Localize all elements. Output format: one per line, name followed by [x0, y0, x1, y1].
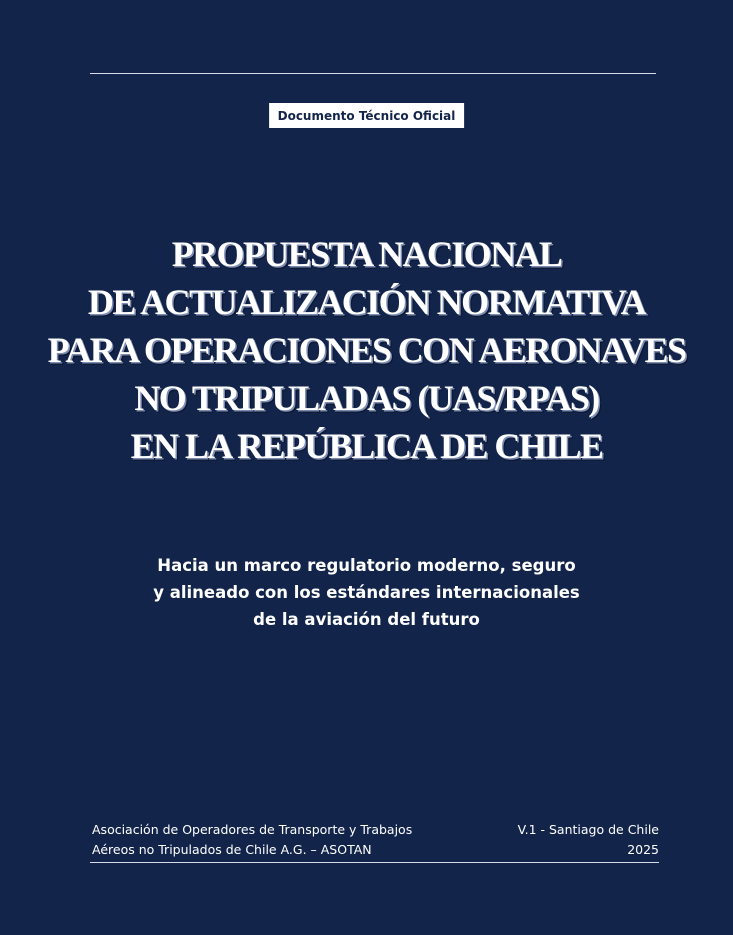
title-line: EN LA REPÚBLICA DE CHILE [130, 426, 603, 466]
document-title [0, 230, 733, 470]
organization-line: Asociación de Operadores de Transporte y Trabajos [92, 822, 413, 837]
version-info [518, 820, 659, 860]
organization-name [92, 820, 412, 860]
bottom-divider [90, 862, 659, 863]
version-line: V.1 - Santiago de Chile [517, 822, 659, 837]
subtitle-line: y alineado con los estándares internacionales [153, 583, 580, 602]
title-line: NO TRIPULADAS (UAS/RPAS) [134, 378, 599, 418]
title-line: PARA OPERACIONES CON AERONAVES [47, 330, 686, 370]
subtitle-line: Hacia un marco regulatorio moderno, seguro [157, 556, 576, 575]
title-line: PROPUESTA NACIONAL [171, 234, 562, 274]
subtitle-line: de la aviación del futuro [253, 610, 480, 629]
year-line: 2025 [627, 842, 659, 857]
document-subtitle [0, 552, 733, 633]
top-divider [90, 73, 656, 74]
title-line: DE ACTUALIZACIÓN NORMATIVA [87, 282, 646, 322]
document-type-badge: Documento Técnico Oficial [269, 103, 465, 128]
organization-line: Aéreos no Tripulados de Chile A.G. – ASOTAN [92, 842, 372, 857]
